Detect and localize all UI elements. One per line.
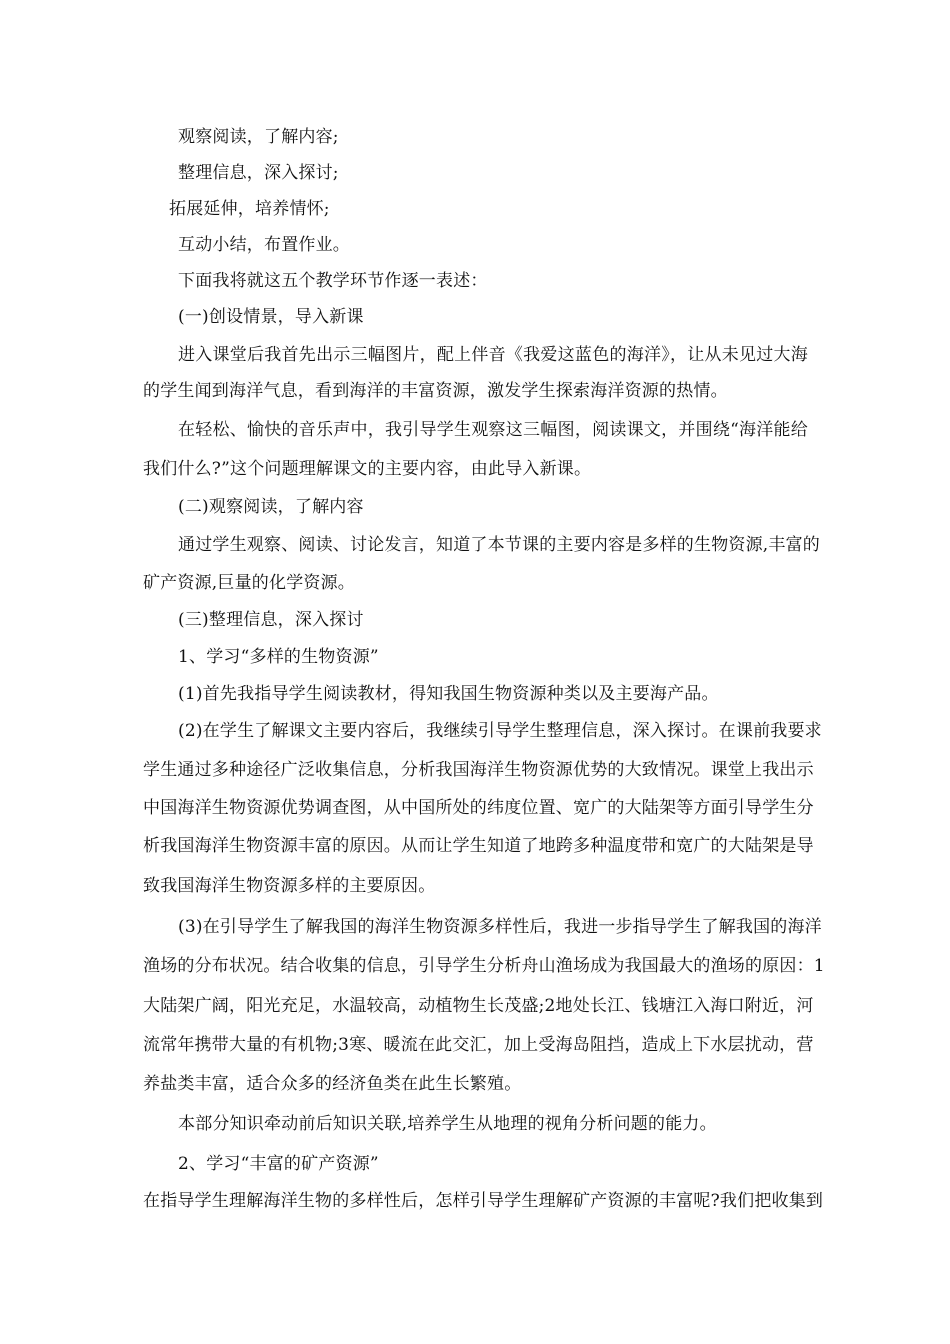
text-line: 学生通过多种途径广泛收集信息，分析我国海洋生物资源优势的大致情况。课堂上我出示 xyxy=(143,760,814,780)
text-line: 拓展延伸，培养情怀; xyxy=(169,199,330,219)
text-line: 互动小结，布置作业。 xyxy=(178,235,350,255)
text-line: 致我国海洋生物资源多样的主要原因。 xyxy=(143,876,436,896)
text-line: 观察阅读，了解内容; xyxy=(178,127,339,147)
text-line: 下面我将就这五个教学环节作逐一表述： xyxy=(178,271,488,291)
section-heading: (一)创设情景，导入新课 xyxy=(178,307,364,327)
text-line: (2)在学生了解课文主要内容后，我继续引导学生整理信息，深入探讨。在课前我要求 xyxy=(178,721,822,741)
text-line: 我们什么?”这个问题理解课文的主要内容，由此导入新课。 xyxy=(143,459,592,479)
subsection-heading: 1、学习“多样的生物资源” xyxy=(178,647,379,667)
text-line: 流常年携带大量的有机物;3寒、暖流在此交汇，加上受海岛阻挡，造成上下水层扰动，营 xyxy=(143,1035,814,1055)
text-line: 在轻松、愉快的音乐声中，我引导学生观察这三幅图，阅读课文，并围绕“海洋能给 xyxy=(178,420,808,440)
text-line: 养盐类丰富，适合众多的经济鱼类在此生长繁殖。 xyxy=(143,1074,522,1094)
text-line: 中国海洋生物资源优势调查图，从中国所处的纬度位置、宽广的大陆架等方面引导学生分 xyxy=(143,798,814,818)
section-heading: (二)观察阅读，了解内容 xyxy=(178,497,364,517)
text-line: (3)在引导学生了解我国的海洋生物资源多样性后，我进一步指导学生了解我国的海洋 xyxy=(178,917,822,937)
text-line: (1)首先我指导学生阅读教材，得知我国生物资源种类以及主要海产品。 xyxy=(178,684,719,704)
text-line: 的学生闻到海洋气息，看到海洋的丰富资源，激发学生探索海洋资源的热情。 xyxy=(143,381,728,401)
text-line: 在指导学生理解海洋生物的多样性后，怎样引导学生理解矿产资源的丰富呢?我们把收集到 xyxy=(143,1191,824,1211)
text-line: 进入课堂后我首先出示三幅图片，配上伴音《我爱这蓝色的海洋》，让从未见过大海 xyxy=(178,345,808,365)
text-line: 通过学生观察、阅读、讨论发言，知道了本节课的主要内容是多样的生物资源,丰富的 xyxy=(178,535,821,555)
text-line: 整理信息，深入探讨; xyxy=(178,163,339,183)
text-line: 本部分知识牵动前后知识关联,培养学生从地理的视角分析问题的能力。 xyxy=(178,1114,717,1134)
text-line: 渔场的分布状况。结合收集的信息，引导学生分析舟山渔场成为我国最大的渔场的原因：1 xyxy=(143,956,825,976)
text-line: 析我国海洋生物资源丰富的原因。从而让学生知道了地跨多种温度带和宽广的大陆架是导 xyxy=(143,836,814,856)
subsection-heading: 2、学习“丰富的矿产资源” xyxy=(178,1154,379,1174)
text-line: 大陆架广阔，阳光充足，水温较高，动植物生长茂盛;2地处长江、钱塘江入海口附近，河 xyxy=(143,996,814,1016)
text-line: 矿产资源,巨量的化学资源。 xyxy=(143,573,356,593)
section-heading: (三)整理信息，深入探讨 xyxy=(178,610,364,630)
